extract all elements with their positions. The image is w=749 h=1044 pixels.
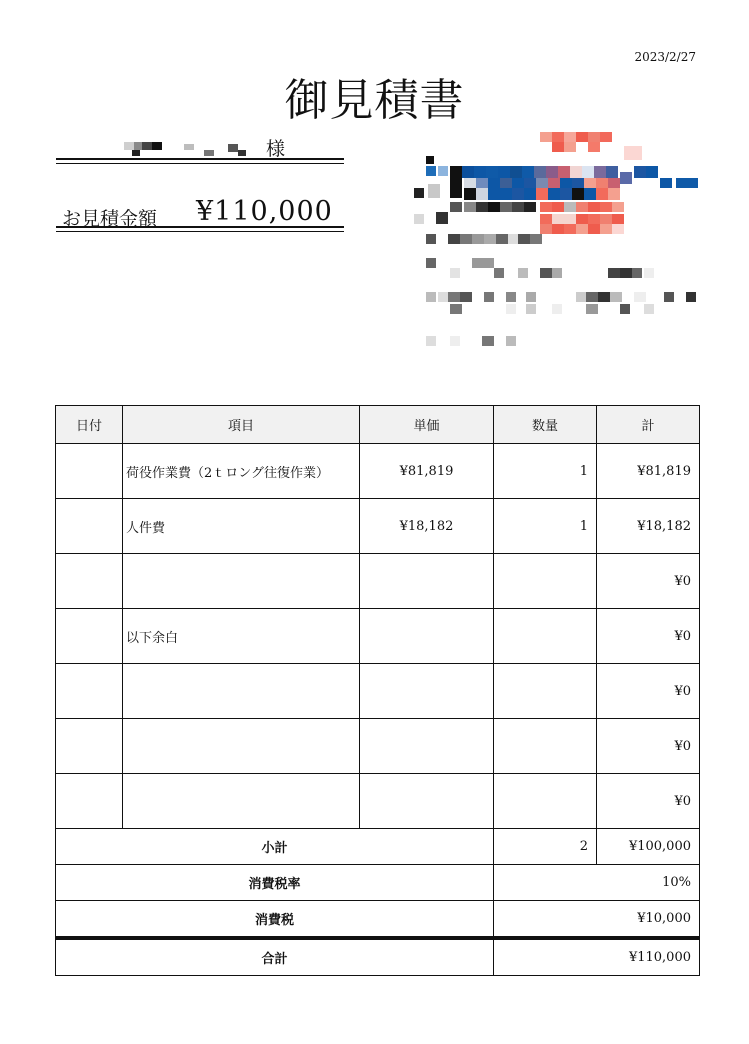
row-total: ¥0 xyxy=(597,609,700,664)
document-title: 御見積書 xyxy=(284,75,465,126)
amount-underline xyxy=(56,226,344,232)
row-unit-price xyxy=(360,774,494,829)
row-date xyxy=(56,554,123,609)
grand-total-value: ¥110,000 xyxy=(494,938,700,976)
row-quantity xyxy=(494,554,597,609)
row-unit-price: ¥81,819 xyxy=(360,444,494,499)
tax-rate-label: 消費税率 xyxy=(56,865,494,901)
row-total: ¥0 xyxy=(597,719,700,774)
table-row xyxy=(56,774,700,829)
row-total: ¥81,819 xyxy=(597,444,700,499)
company-logo-redacted xyxy=(414,128,704,358)
column-header-total: 計 xyxy=(597,406,700,444)
grand-total-row xyxy=(56,938,700,976)
row-item: 人件費 xyxy=(123,499,360,554)
column-header-unit-price: 単価 xyxy=(360,406,494,444)
row-quantity xyxy=(494,774,597,829)
subtotal-row xyxy=(56,829,700,865)
tax-row xyxy=(56,901,700,939)
customer-name-redacted xyxy=(118,134,268,158)
row-total: ¥0 xyxy=(597,774,700,829)
document-date: 2023/2/27 xyxy=(634,50,696,64)
tax-value: ¥10,000 xyxy=(494,901,700,939)
subtotal-quantity: 2 xyxy=(494,829,597,865)
row-quantity xyxy=(494,719,597,774)
table-row xyxy=(56,499,700,554)
row-date xyxy=(56,664,123,719)
row-quantity: 1 xyxy=(494,444,597,499)
row-item xyxy=(123,774,360,829)
row-item xyxy=(123,554,360,609)
quote-amount-label: お見積金額 xyxy=(62,208,158,230)
row-total: ¥0 xyxy=(597,554,700,609)
column-header-date: 日付 xyxy=(56,406,123,444)
row-unit-price xyxy=(360,719,494,774)
table-row xyxy=(56,554,700,609)
row-date xyxy=(56,499,123,554)
row-date xyxy=(56,609,123,664)
subtotal-label: 小計 xyxy=(56,829,494,865)
table-row xyxy=(56,719,700,774)
table-row xyxy=(56,609,700,664)
customer-underline xyxy=(56,158,344,164)
row-quantity xyxy=(494,664,597,719)
row-item: 以下余白 xyxy=(123,609,360,664)
tax-rate-value: 10% xyxy=(494,865,700,901)
column-header-item: 項目 xyxy=(123,406,360,444)
row-unit-price xyxy=(360,664,494,719)
tax-label: 消費税 xyxy=(56,901,494,939)
table-row xyxy=(56,664,700,719)
row-quantity xyxy=(494,609,597,664)
row-quantity: 1 xyxy=(494,499,597,554)
row-total: ¥18,182 xyxy=(597,499,700,554)
quote-amount-block xyxy=(56,196,344,236)
grand-total-label: 合計 xyxy=(56,938,494,976)
row-unit-price xyxy=(360,609,494,664)
row-date xyxy=(56,444,123,499)
row-unit-price: ¥18,182 xyxy=(360,499,494,554)
quote-amount-value: ¥110,000 xyxy=(196,196,333,227)
row-item xyxy=(123,719,360,774)
company-info-redacted xyxy=(414,128,704,358)
row-item xyxy=(123,664,360,719)
tax-rate-row xyxy=(56,865,700,901)
row-item: 荷役作業費（2ｔロング往復作業） xyxy=(123,444,360,499)
column-header-quantity: 数量 xyxy=(494,406,597,444)
customer-block xyxy=(56,134,344,164)
row-unit-price xyxy=(360,554,494,609)
subtotal-value: ¥100,000 xyxy=(597,829,700,865)
row-date xyxy=(56,774,123,829)
table-row xyxy=(56,444,700,499)
table-header-row xyxy=(56,406,700,444)
quote-items-table xyxy=(55,405,700,976)
row-total: ¥0 xyxy=(597,664,700,719)
row-date xyxy=(56,719,123,774)
honorific-sama: 様 xyxy=(266,138,286,160)
